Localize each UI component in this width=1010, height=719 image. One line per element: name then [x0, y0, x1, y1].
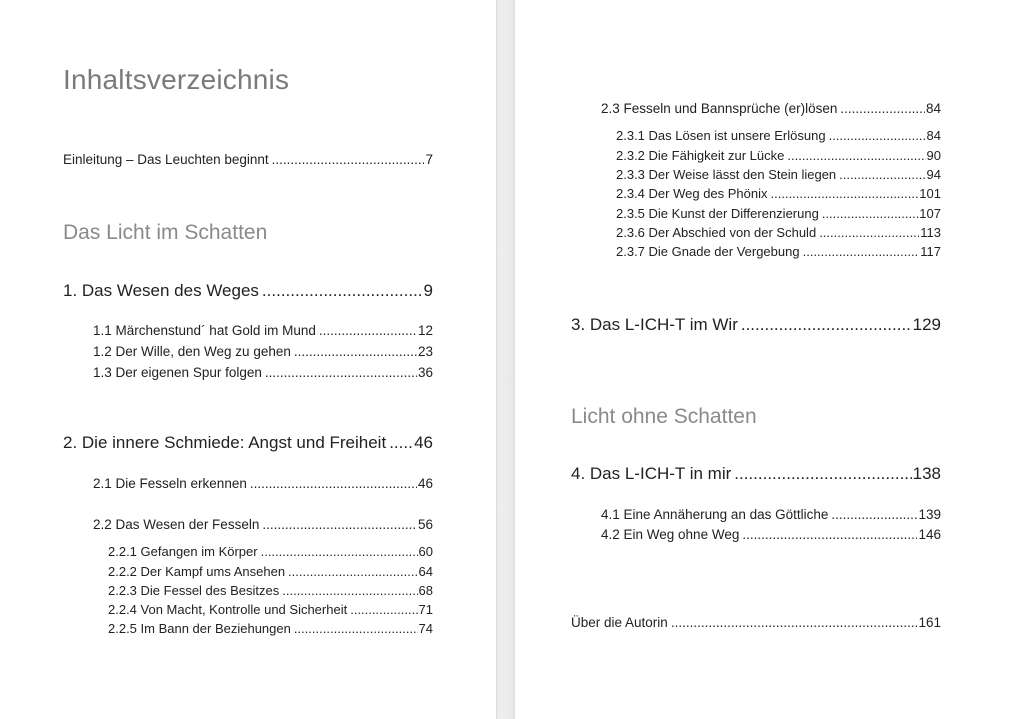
- toc-entry-2-2[interactable]: [93, 517, 433, 532]
- toc-entry-label: 2.2.4 Von Macht, Kontrolle und Sicherheit: [108, 602, 348, 617]
- toc-entry-page: 12: [417, 323, 433, 338]
- toc-entry-page: 84: [926, 128, 941, 143]
- part-heading-licht-ohne-schatten: Licht ohne Schatten: [571, 405, 757, 428]
- dot-leader: [822, 206, 918, 221]
- toc-entry-page: 46: [414, 433, 433, 452]
- toc-entry-page: 161: [918, 615, 941, 630]
- toc-entry-page: 139: [918, 507, 941, 522]
- dot-leader: [840, 101, 925, 116]
- toc-entry-page: 23: [417, 344, 433, 359]
- toc-entry-page: 107: [919, 206, 941, 221]
- toc-entry-4-1[interactable]: [601, 507, 941, 522]
- dot-leader: [294, 621, 418, 636]
- toc-entry-1-1[interactable]: [93, 323, 433, 338]
- dot-leader: [741, 315, 912, 335]
- toc-entry-label: 3. Das L-ICH-T im Wir: [571, 315, 738, 334]
- toc-entry-about-author[interactable]: [571, 615, 941, 630]
- dot-leader: [262, 281, 423, 301]
- toc-entry-page: 84: [925, 101, 941, 116]
- dot-leader: [350, 602, 417, 617]
- toc-entry-page: 138: [912, 464, 941, 483]
- right-page: [515, 0, 1010, 719]
- dot-leader: [839, 167, 925, 182]
- toc-entry-label: 4.2 Ein Weg ohne Weg: [601, 527, 740, 542]
- dot-leader: [282, 583, 417, 598]
- toc-entry-page: 64: [418, 564, 433, 579]
- toc-entry-label: 2.3.1 Das Lösen ist unsere Erlösung: [616, 128, 826, 143]
- dot-leader: [262, 517, 417, 532]
- toc-entry-label: 1.3 Der eigenen Spur folgen: [93, 365, 262, 380]
- toc-entry-2-3-5[interactable]: [616, 206, 941, 221]
- toc-entry-2-1[interactable]: [93, 476, 433, 491]
- toc-entry-2-3-6[interactable]: [616, 225, 941, 240]
- toc-entry-page: 7: [425, 152, 433, 167]
- toc-entry-label: 2. Die innere Schmiede: Angst und Freiheit: [63, 433, 387, 452]
- toc-entry-label: 2.3.6 Der Abschied von der Schuld: [616, 225, 817, 240]
- toc-entry-page: 46: [417, 476, 433, 491]
- toc-entry-page: 129: [912, 315, 941, 334]
- toc-entry-page: 90: [926, 148, 941, 163]
- dot-leader: [831, 507, 917, 522]
- dot-leader: [787, 148, 925, 163]
- left-page: [0, 0, 496, 719]
- toc-entry-label: 2.3.7 Die Gnade der Vergebung: [616, 244, 800, 259]
- toc-entry-page: 56: [417, 517, 433, 532]
- toc-entry-2-2-1[interactable]: [108, 544, 433, 559]
- toc-entry-page: 94: [926, 167, 941, 182]
- toc-entry-2-3-1[interactable]: [616, 128, 941, 143]
- toc-entry-page: 60: [418, 544, 433, 559]
- toc-entry-chapter-1[interactable]: [63, 281, 433, 301]
- toc-entry-label: 4. Das L-ICH-T in mir: [571, 464, 732, 483]
- toc-entry-2-3-7[interactable]: [616, 244, 941, 259]
- dot-leader: [389, 433, 413, 453]
- dot-leader: [294, 344, 417, 359]
- toc-entry-4-2[interactable]: [601, 527, 941, 542]
- toc-entry-1-2[interactable]: [93, 344, 433, 359]
- dot-leader: [671, 615, 918, 630]
- toc-entry-introduction[interactable]: [63, 152, 433, 167]
- toc-entry-page: 113: [920, 225, 941, 240]
- dot-leader: [272, 152, 425, 167]
- toc-entry-label: 2.3.3 Der Weise lässt den Stein liegen: [616, 167, 837, 182]
- toc-entry-chapter-3[interactable]: [571, 315, 941, 335]
- dot-leader: [261, 544, 418, 559]
- toc-title: Inhaltsverzeichnis: [63, 64, 290, 95]
- toc-entry-page: 117: [920, 244, 941, 259]
- toc-entry-2-3-4[interactable]: [616, 186, 941, 201]
- dot-leader: [319, 323, 417, 338]
- toc-entry-2-3-3[interactable]: [616, 167, 941, 182]
- toc-entry-label: 2.3 Fesseln und Bannsprüche (er)lösen: [601, 101, 838, 116]
- toc-entry-label: Einleitung – Das Leuchten beginnt: [63, 152, 269, 167]
- toc-entry-label: 2.2 Das Wesen der Fesseln: [93, 517, 260, 532]
- part-heading-das-licht-im-schatten: Das Licht im Schatten: [63, 221, 268, 244]
- toc-entry-2-3[interactable]: [601, 101, 941, 116]
- dot-leader: [742, 527, 917, 542]
- toc-entry-1-3[interactable]: [93, 365, 433, 380]
- toc-entry-page: 9: [423, 281, 433, 300]
- toc-entry-label: 4.1 Eine Annäherung an das Göttliche: [601, 507, 829, 522]
- dot-leader: [771, 186, 919, 201]
- dot-leader: [829, 128, 926, 143]
- toc-entry-label: 2.3.2 Die Fähigkeit zur Lücke: [616, 148, 785, 163]
- toc-entry-2-2-3[interactable]: [108, 583, 433, 598]
- toc-entry-chapter-4[interactable]: [571, 464, 941, 484]
- toc-entry-page: 71: [418, 602, 433, 617]
- toc-entry-label: 2.3.4 Der Weg des Phönix: [616, 186, 768, 201]
- toc-entry-label: 2.2.5 Im Bann der Beziehungen: [108, 621, 291, 636]
- toc-entry-label: 2.2.2 Der Kampf ums Ansehen: [108, 564, 286, 579]
- toc-entry-2-2-4[interactable]: [108, 602, 433, 617]
- toc-entry-label: 2.1 Die Fesseln erkennen: [93, 476, 247, 491]
- dot-leader: [734, 464, 911, 484]
- page-gutter: [496, 0, 515, 719]
- dot-leader: [288, 564, 417, 579]
- toc-entry-label: 1. Das Wesen des Weges: [63, 281, 259, 300]
- toc-entry-2-2-2[interactable]: [108, 564, 433, 579]
- toc-entry-page: 146: [918, 527, 941, 542]
- dot-leader: [250, 476, 417, 491]
- toc-entry-page: 36: [417, 365, 433, 380]
- toc-entry-page: 68: [418, 583, 433, 598]
- toc-entry-2-3-2[interactable]: [616, 148, 941, 163]
- toc-entry-label: Über die Autorin: [571, 615, 668, 630]
- toc-entry-label: 1.2 Der Wille, den Weg zu gehen: [93, 344, 291, 359]
- toc-entry-page: 101: [919, 186, 941, 201]
- toc-entry-label: 2.2.1 Gefangen im Körper: [108, 544, 258, 559]
- toc-entry-label: 2.3.5 Die Kunst der Differenzierung: [616, 206, 819, 221]
- toc-entry-chapter-2[interactable]: [63, 433, 433, 453]
- toc-entry-label: 1.1 Märchenstund´ hat Gold im Mund: [93, 323, 316, 338]
- toc-entry-2-2-5[interactable]: [108, 621, 433, 636]
- dot-leader: [803, 244, 920, 259]
- dot-leader: [265, 365, 417, 380]
- toc-entry-page: 74: [418, 621, 433, 636]
- toc-entry-label: 2.2.3 Die Fessel des Besitzes: [108, 583, 280, 598]
- dot-leader: [819, 225, 919, 240]
